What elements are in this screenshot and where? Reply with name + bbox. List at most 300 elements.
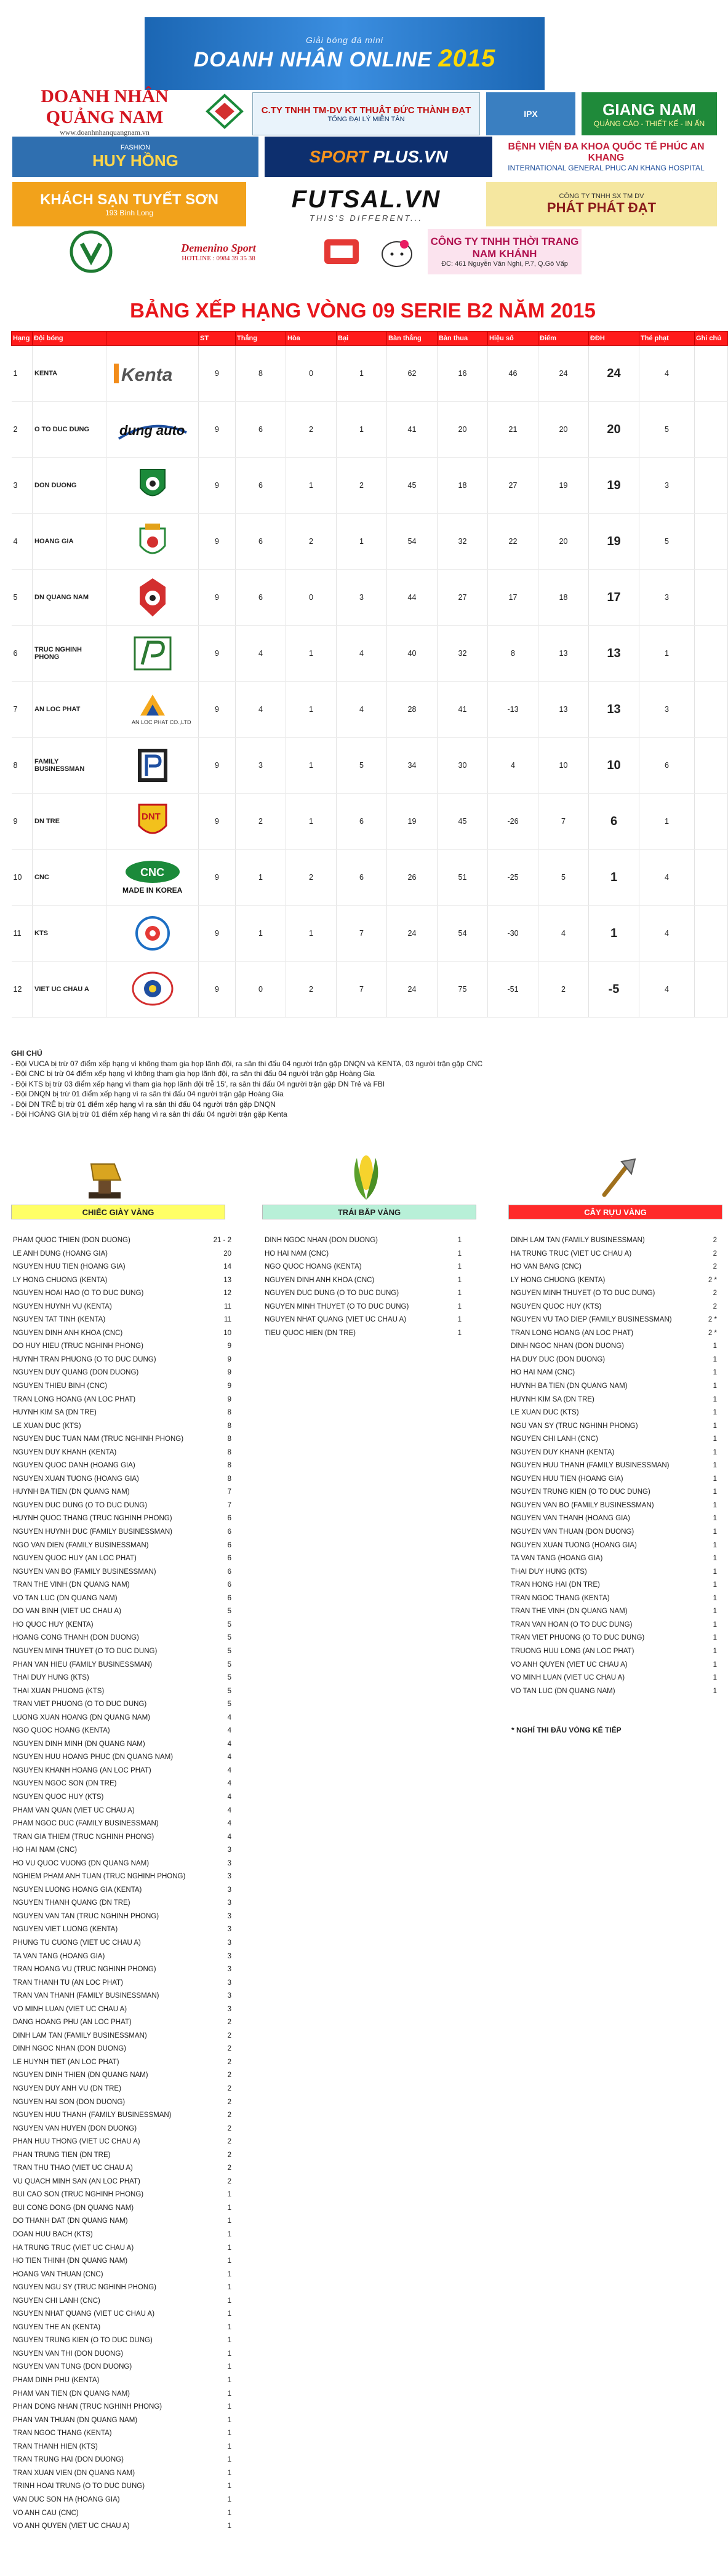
cell-w: 6	[236, 402, 286, 458]
list-item	[13, 1539, 231, 1553]
player-count: 2	[713, 1250, 717, 1258]
cell-team: FAMILY BUSINESSMAN	[33, 738, 106, 794]
player-count: 8	[227, 1475, 231, 1483]
player-name: PHAN TRUNG TIEN (DN TRE)	[13, 2151, 111, 2159]
team-logo	[106, 626, 199, 682]
player-name: TRAN GIA THIEM (TRUC NGHINH PHONG)	[13, 1833, 154, 1841]
player-count: 1	[457, 1302, 462, 1310]
hoe-icon	[598, 1155, 638, 1202]
cell-gf: 34	[387, 738, 438, 794]
cell-cards: 1	[639, 794, 695, 850]
player-count: 2	[713, 1237, 717, 1244]
cell-w: 2	[236, 794, 286, 850]
table-row	[12, 626, 728, 682]
player-name: NGUYEN NGOC SON (DN TRE)	[13, 1780, 117, 1788]
list-item	[13, 1725, 231, 1738]
cell-pts: 4	[538, 906, 589, 962]
cell-team: TRUC NGHINH PHONG	[33, 626, 106, 682]
cell-d: 1	[286, 794, 337, 850]
player-name: NGHIEM PHAM ANH TUAN (TRUC NGHINH PHONG)	[13, 1873, 186, 1881]
player-name: TRAN NGOC THANG (KENTA)	[511, 1594, 610, 1602]
cell-gd: -51	[488, 962, 538, 1018]
player-count: 1	[713, 1409, 717, 1417]
player-name: NGUYEN VIET LUONG (KENTA)	[13, 1926, 118, 1934]
cell-l: 1	[337, 346, 387, 402]
cell-cards: 5	[639, 514, 695, 570]
list-item	[511, 1248, 717, 1261]
list-item	[13, 1327, 231, 1341]
table-row	[12, 346, 728, 402]
player-count: 1	[227, 2231, 231, 2239]
list-item	[511, 1261, 717, 1274]
list-item	[13, 1765, 231, 1778]
list-item	[511, 1526, 717, 1539]
sponsor-doanh-nhan-quang-nam: DOANH NHÂN QUẢNG NAM www.doanhnhanquangnam.vn	[41, 86, 169, 137]
cell-gf: 19	[387, 794, 438, 850]
list-item	[13, 1910, 231, 1924]
golden-hoe-header: CÂY RỰU VÀNG	[508, 1205, 722, 1219]
sponsor-logo-circle	[65, 229, 118, 274]
player-name: DINH LAM TAN (FAMILY BUSINESSMAN)	[13, 2032, 147, 2040]
cell-pts: 19	[538, 458, 589, 514]
player-count: 1	[713, 1594, 717, 1602]
player-count: 1	[713, 1687, 717, 1695]
list-item	[511, 1512, 717, 1526]
cell-cards: 1	[639, 626, 695, 682]
list-item	[511, 1473, 717, 1486]
player-count: 2	[227, 2019, 231, 2027]
list-item	[265, 1261, 462, 1274]
player-name: TRAN XUAN VIEN (DN QUANG NAM)	[13, 2469, 135, 2477]
player-count: 2	[227, 2138, 231, 2146]
team-logo	[106, 738, 199, 794]
list-item	[13, 2016, 231, 2030]
cell-gd: -30	[488, 906, 538, 962]
col-header: Hòa	[286, 332, 337, 346]
cell-ddh: 13	[589, 626, 639, 682]
list-item	[13, 1645, 231, 1659]
cell-st: 9	[199, 962, 236, 1018]
player-name: NGUYEN HOAI HAO (O TO DUC DUNG)	[13, 1290, 144, 1298]
suspension-footnote: * NGHỈ THI ĐẤU VÒNG KẾ TIẾP	[511, 1726, 622, 1734]
list-item	[511, 1672, 717, 1685]
player-count: 1	[227, 2244, 231, 2252]
player-count: 3	[227, 1939, 231, 1947]
sponsor-logo-small	[317, 229, 366, 274]
list-item	[13, 1791, 231, 1804]
cell-d: 2	[286, 850, 337, 906]
list-item	[511, 1287, 717, 1301]
cell-l: 3	[337, 570, 387, 626]
player-count: 6	[227, 1515, 231, 1523]
player-count: 1	[457, 1263, 462, 1271]
cell-st: 9	[199, 738, 236, 794]
list-item	[511, 1234, 717, 1248]
cell-cards: 4	[639, 850, 695, 906]
player-count: 2	[227, 2085, 231, 2092]
player-count: 8	[227, 1409, 231, 1417]
player-name: NGO VAN DIEN (FAMILY BUSINESSMAN)	[13, 1541, 149, 1549]
cell-gd: 21	[488, 402, 538, 458]
list-item	[511, 1605, 717, 1619]
cell-gf: 24	[387, 962, 438, 1018]
player-count: 4	[227, 1793, 231, 1801]
note-line: - Đội CNC bị trừ 04 điểm xếp hạng vì không tham gia họp lãnh đội, ra sân thi đấu 04 người trận gặp Hoàng Gia	[11, 1069, 375, 1078]
player-count: 1	[227, 2390, 231, 2398]
player-name: NGUYEN DINH THIEN (DN QUANG NAM)	[13, 2072, 148, 2080]
list-item	[13, 2030, 231, 2043]
player-name: TRUONG HUU LONG (AN LOC PHAT)	[511, 1647, 634, 1655]
player-count: 1	[227, 2350, 231, 2358]
player-count: 1	[227, 2469, 231, 2477]
list-item	[13, 2083, 231, 2096]
player-name: NGUYEN QUOC HUY (KTS)	[511, 1302, 602, 1310]
cell-ga: 54	[438, 906, 488, 962]
player-name: NGUYEN CHI LANH (CNC)	[511, 1435, 598, 1443]
cell-rank: 4	[12, 514, 33, 570]
list-item	[13, 1459, 231, 1473]
player-name: PHAM QUOC THIEN (DON DUONG)	[13, 1237, 130, 1244]
player-name: DO HUY HIEU (TRUC NGHINH PHONG)	[13, 1342, 143, 1350]
list-item	[13, 1274, 231, 1288]
team-logo	[106, 458, 199, 514]
list-item	[511, 1327, 717, 1341]
sponsor-phat-phat-dat: CÔNG TY TNHH SX TM DV PHÁT PHÁT ĐẠT	[486, 182, 717, 226]
cell-ddh: 13	[589, 682, 639, 738]
logo-text: AN LOC PHAT CO.,LTD	[131, 719, 191, 725]
list-item	[13, 1248, 231, 1261]
logo-text: MADE IN KOREA	[122, 886, 182, 895]
player-count: 1	[227, 2297, 231, 2305]
player-count: 1	[713, 1515, 717, 1523]
player-name: PHAM VAN TIEN (DN QUANG NAM)	[13, 2390, 130, 2398]
cell-ga: 30	[438, 738, 488, 794]
svg-text:CNC: CNC	[140, 866, 164, 879]
list-item	[13, 1685, 231, 1699]
player-name: TRAN THANH TU (AN LOC PHAT)	[13, 1979, 123, 1987]
player-count: 1	[227, 2284, 231, 2292]
cell-ga: 75	[438, 962, 488, 1018]
player-name: NGO QUOC HOANG (KENTA)	[13, 1727, 110, 1735]
player-name: DO THANH DAT (DN QUANG NAM)	[13, 2217, 128, 2225]
player-name: NGUYEN VAN THI (DON DUONG)	[13, 2350, 124, 2358]
list-item	[13, 1963, 231, 1977]
cell-ga: 45	[438, 794, 488, 850]
list-item	[13, 2255, 231, 2268]
list-item	[13, 2507, 231, 2521]
cell-w: 4	[236, 626, 286, 682]
list-item	[511, 1366, 717, 1380]
list-item	[13, 2175, 231, 2189]
cell-st: 9	[199, 570, 236, 626]
cell-gd: 4	[488, 738, 538, 794]
cell-ddh: 10	[589, 738, 639, 794]
sponsor-logo-diamond	[203, 92, 246, 130]
player-count: 1	[227, 2191, 231, 2199]
list-item	[511, 1632, 717, 1645]
cell-team: DON DUONG	[33, 458, 106, 514]
cell-st: 9	[199, 626, 236, 682]
player-count: 1	[457, 1290, 462, 1298]
cell-team: KENTA	[33, 346, 106, 402]
player-count: 4	[227, 1753, 231, 1761]
cell-ddh: -5	[589, 962, 639, 1018]
cell-pts: 20	[538, 514, 589, 570]
cell-cards: 3	[639, 682, 695, 738]
player-name: NGUYEN VU TAO DIEP (FAMILY BUSINESSMAN)	[511, 1316, 672, 1324]
golden-corn-list	[265, 1234, 462, 1340]
cell-team: AN LOC PHAT	[33, 682, 106, 738]
sponsor-nam-khanh: CÔNG TY TNHH THỜI TRANG NAM KHÁNH ĐC: 461 Nguyễn Văn Nghi, P.7, Q.Gò Vấp	[428, 229, 582, 274]
list-item	[511, 1314, 717, 1327]
player-name: TRAN LONG HOANG (AN LOC PHAT)	[511, 1329, 634, 1337]
player-name: NGUYEN DINH MINH (DN QUANG NAM)	[13, 1740, 145, 1748]
player-name: NGUYEN VAN THANH (HOANG GIA)	[511, 1515, 630, 1523]
player-count: 1	[713, 1382, 717, 1390]
player-count: 4	[227, 1713, 231, 1721]
player-name: NGUYEN DUY ANH VU (DN TRE)	[13, 2085, 121, 2092]
cell-gf: 28	[387, 682, 438, 738]
player-name: HO HAI NAM (CNC)	[265, 1250, 329, 1258]
player-name: LE XUAN DUC (KTS)	[511, 1409, 579, 1417]
list-item	[511, 1274, 717, 1288]
player-name: PHAN VAN HIEU (FAMILY BUSINESSMAN)	[13, 1661, 153, 1669]
player-name: HUYNH QUOC THANG (TRUC NGHINH PHONG)	[13, 1515, 172, 1523]
player-name: NGUYEN DUC TUAN NAM (TRUC NGHINH PHONG)	[13, 1435, 184, 1443]
player-name: NGUYEN THIEU BINH (CNC)	[13, 1382, 108, 1390]
cell-d: 2	[286, 514, 337, 570]
cell-ddh: 17	[589, 570, 639, 626]
player-count: 2	[227, 2164, 231, 2172]
golden-hoe-list	[511, 1234, 717, 1698]
trophy-boot-icon	[80, 1155, 129, 1204]
player-name: TIEU QUOC HIEN (DN TRE)	[265, 1329, 356, 1337]
cell-l: 2	[337, 458, 387, 514]
list-item	[13, 2295, 231, 2308]
table-row	[12, 850, 728, 906]
cell-gf: 41	[387, 402, 438, 458]
list-item	[13, 1632, 231, 1645]
player-count: 2	[713, 1290, 717, 1298]
sponsor-logo-hello-kitty	[372, 229, 422, 274]
player-name: VO MINH LUAN (VIET UC CHAU A)	[13, 2005, 127, 2013]
list-item	[13, 1751, 231, 1765]
list-item	[13, 2003, 231, 2017]
list-item	[13, 2123, 231, 2136]
cell-ga: 32	[438, 514, 488, 570]
cell-gf: 54	[387, 514, 438, 570]
player-count: 5	[227, 1647, 231, 1655]
logo-text: Kenta	[121, 365, 172, 385]
player-count: 4	[227, 1833, 231, 1841]
player-count: 1	[713, 1541, 717, 1549]
list-item	[13, 1844, 231, 1857]
list-item	[13, 2215, 231, 2228]
cell-w: 6	[236, 514, 286, 570]
cell-note	[695, 738, 728, 794]
player-name: PHUNG TU CUONG (VIET UC CHAU A)	[13, 1939, 141, 1947]
player-count: 2 *	[708, 1316, 717, 1324]
cell-cards: 4	[639, 346, 695, 402]
cell-gf: 26	[387, 850, 438, 906]
cell-note	[695, 346, 728, 402]
player-count: 8	[227, 1422, 231, 1430]
tournament-banner: Giải bóng đá mini DOANH NHÂN ONLINE 2015	[145, 17, 545, 90]
player-count: 6	[227, 1541, 231, 1549]
player-name: HUYNH TRAN PHUONG (O TO DUC DUNG)	[13, 1355, 156, 1363]
cell-w: 6	[236, 570, 286, 626]
cell-st: 9	[199, 794, 236, 850]
player-count: 3	[227, 1992, 231, 2000]
cell-l: 7	[337, 962, 387, 1018]
cell-st: 9	[199, 458, 236, 514]
player-name: THAI DUY HUNG (KTS)	[13, 1674, 89, 1682]
player-name: VO TAN LUC (DN QUANG NAM)	[511, 1687, 615, 1695]
player-count: 1	[227, 2403, 231, 2411]
list-item	[511, 1433, 717, 1446]
player-name: BUI CONG DONG (DN QUANG NAM)	[13, 2204, 134, 2212]
note-line: - Đội KTS bị trừ 03 điểm xếp hạng vì tham gia họp lãnh đội trễ 15', ra sân thi đấu 04 người trận gặp DN Trẻ và FBI	[11, 1079, 385, 1088]
list-item	[13, 2149, 231, 2163]
player-count: 1	[713, 1621, 717, 1629]
player-count: 1	[713, 1475, 717, 1483]
list-item	[511, 1552, 717, 1566]
player-name: TRAN VAN HOAN (O TO DUC DUNG)	[511, 1621, 633, 1629]
standings-table	[11, 331, 728, 1018]
cell-st: 9	[199, 850, 236, 906]
cell-note	[695, 682, 728, 738]
player-count: 1	[227, 2257, 231, 2265]
list-item	[13, 1433, 231, 1446]
player-name: NGUYEN DUY QUANG (DON DUONG)	[13, 1369, 139, 1377]
cell-cards: 5	[639, 402, 695, 458]
player-count: 1	[713, 1395, 717, 1403]
cell-ga: 41	[438, 682, 488, 738]
player-count: 1	[227, 2310, 231, 2318]
player-name: HA DUY DUC (DON DUONG)	[511, 1355, 606, 1363]
player-name: LE XUAN DUC (KTS)	[13, 1422, 81, 1430]
list-item	[13, 2334, 231, 2348]
team-logo	[106, 402, 199, 458]
player-count: 2	[227, 2111, 231, 2119]
player-name: NGUYEN VAN BO (FAMILY BUSINESSMAN)	[511, 1501, 654, 1509]
player-name: TA VAN TANG (HOANG GIA)	[13, 1952, 105, 1960]
list-item	[13, 2427, 231, 2441]
page-title: BẢNG XẾP HẠNG VÒNG 09 SERIE B2 NĂM 2015	[130, 299, 596, 322]
cell-d: 0	[286, 570, 337, 626]
col-header: Hiệu số	[488, 332, 538, 346]
player-count: 1	[227, 2456, 231, 2464]
cell-rank: 8	[12, 738, 33, 794]
player-name: HO QUOC HUY (KENTA)	[13, 1621, 94, 1629]
player-count: 1	[227, 2270, 231, 2278]
cell-pts: 13	[538, 682, 589, 738]
cell-d: 1	[286, 906, 337, 962]
cell-cards: 4	[639, 962, 695, 1018]
cell-note	[695, 962, 728, 1018]
corn-icon	[351, 1152, 382, 1204]
player-count: 4	[227, 1820, 231, 1828]
sponsor-duc-thanh-dat: C.TY TNHH TM-DV KT THUẬT ĐỨC THÀNH ĐẠT TỔNG ĐẠI LÝ MIỀN TÂN	[252, 92, 480, 135]
player-count: 11	[224, 1316, 231, 1324]
player-name: NGUYEN HUU TIEN (HOANG GIA)	[511, 1475, 623, 1483]
cell-d: 2	[286, 402, 337, 458]
player-name: NGUYEN VAN BO (FAMILY BUSINESSMAN)	[13, 1568, 156, 1576]
list-item	[13, 2135, 231, 2149]
player-name: HA TRUNG TRUC (VIET UC CHAU A)	[13, 2244, 134, 2252]
player-count: 2	[227, 2032, 231, 2040]
player-count: 2 *	[708, 1329, 717, 1337]
cell-gf: 62	[387, 346, 438, 402]
team-logo	[106, 906, 199, 962]
golden-shoe-list	[13, 1234, 231, 2534]
cell-ga: 32	[438, 626, 488, 682]
player-name: NGUYEN DUC DUNG (O TO DUC DUNG)	[265, 1290, 399, 1298]
cell-pts: 13	[538, 626, 589, 682]
cell-pts: 10	[538, 738, 589, 794]
player-count: 1	[227, 2509, 231, 2517]
cell-rank: 7	[12, 682, 33, 738]
col-header: Đội bóng	[33, 332, 106, 346]
player-name: HUYNH BA TIEN (DN QUANG NAM)	[13, 1488, 130, 1496]
list-item	[511, 1619, 717, 1632]
standings-header-row	[12, 332, 728, 346]
list-item	[511, 1539, 717, 1553]
player-count: 1	[227, 2337, 231, 2345]
list-item	[13, 1857, 231, 1871]
sponsor-futsal-vn: FUTSAL.VN THIS'S DIFFERENT...	[291, 186, 441, 223]
player-count: 9	[227, 1342, 231, 1350]
player-count: 1	[713, 1422, 717, 1430]
player-count: 5	[227, 1621, 231, 1629]
col-header: Ghi chú	[695, 332, 728, 346]
list-item	[13, 1804, 231, 1818]
player-name: TRAN VIET PHUONG (O TO DUC DUNG)	[511, 1634, 645, 1642]
player-name: NGUYEN XUAN TUONG (HOANG GIA)	[13, 1475, 139, 1483]
cell-note	[695, 626, 728, 682]
player-count: 6	[227, 1528, 231, 1536]
list-item	[13, 1619, 231, 1632]
cell-w: 1	[236, 850, 286, 906]
list-item	[265, 1301, 462, 1314]
player-name: HOANG VAN THUAN (CNC)	[13, 2270, 103, 2278]
cell-ddh: 19	[589, 458, 639, 514]
cell-rank: 1	[12, 346, 33, 402]
player-count: 1	[457, 1237, 462, 1244]
cell-w: 1	[236, 906, 286, 962]
player-count: 1	[227, 2482, 231, 2490]
cell-d: 0	[286, 346, 337, 402]
player-name: PHAN HUU THONG (VIET UC CHAU A)	[13, 2138, 140, 2146]
list-item	[511, 1394, 717, 1407]
player-count: 7	[227, 1501, 231, 1509]
player-count: 5	[227, 1661, 231, 1669]
player-count: 5	[227, 1634, 231, 1642]
list-item	[511, 1446, 717, 1460]
player-name: LUONG XUAN HOANG (DN QUANG NAM)	[13, 1713, 150, 1721]
list-item	[13, 2043, 231, 2056]
player-name: NGUYEN DUY KHANH (KENTA)	[511, 1448, 615, 1456]
player-count: 4	[227, 1780, 231, 1788]
sponsor-sport-plus: SPORT PLUS.VN	[265, 137, 492, 177]
player-name: NGUYEN DINH ANH KHOA (CNC)	[13, 1329, 123, 1337]
cell-rank: 10	[12, 850, 33, 906]
notes-section	[11, 1048, 713, 1120]
player-count: 1	[713, 1448, 717, 1456]
cell-gf: 45	[387, 458, 438, 514]
player-count: 13	[223, 1276, 231, 1284]
table-row	[12, 738, 728, 794]
